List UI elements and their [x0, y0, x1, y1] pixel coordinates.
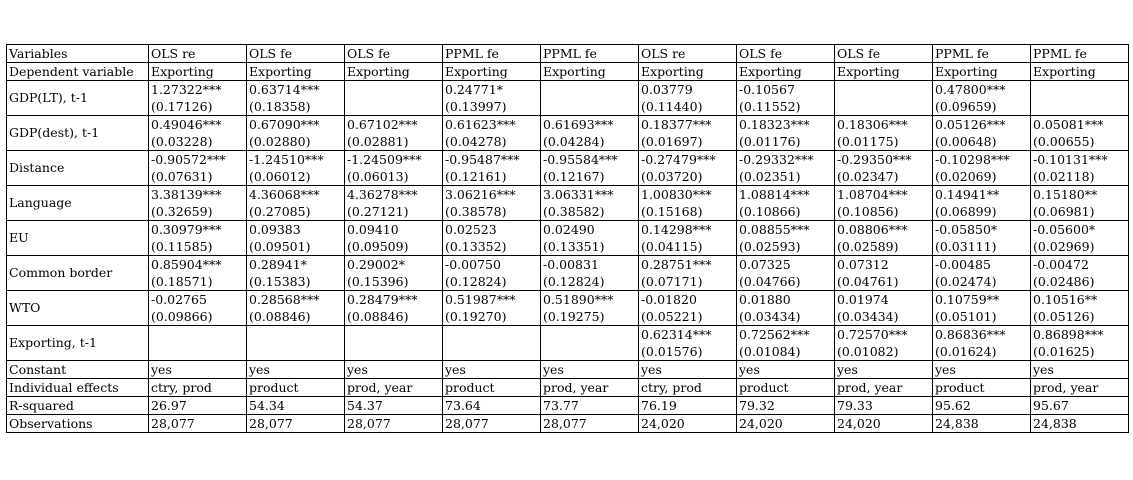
std-error-cell: (0.02118) [1031, 168, 1129, 186]
std-error-cell: (0.27121) [345, 203, 443, 221]
coefficient-cell [1031, 81, 1129, 99]
std-error-cell: (0.09509) [345, 238, 443, 256]
coefficient-cell: -0.29350*** [835, 151, 933, 169]
footer-cell: 28,077 [541, 415, 639, 433]
coefficient-cell: 0.18377*** [639, 116, 737, 134]
coefficient-cell: 0.30979*** [149, 221, 247, 239]
coefficient-cell [345, 81, 443, 99]
std-error-cell: (0.04761) [835, 273, 933, 291]
std-error-cell: (0.04115) [639, 238, 737, 256]
coefficient-cell: 0.07325 [737, 256, 835, 274]
std-error-cell: (0.01625) [1031, 343, 1129, 361]
dependent-variable-cell: Exporting [639, 63, 737, 81]
footer-cell: 24,020 [835, 415, 933, 433]
footer-cell: 28,077 [443, 415, 541, 433]
coefficient-cell: 3.06216*** [443, 186, 541, 204]
footer-cell: yes [443, 361, 541, 379]
coefficient-cell [149, 326, 247, 344]
coefficient-cell: 0.01974 [835, 291, 933, 309]
coefficient-cell: 0.14941** [933, 186, 1031, 204]
footer-cell: 95.67 [1031, 397, 1129, 415]
std-error-cell: (0.09659) [933, 98, 1031, 116]
std-error-cell: (0.01084) [737, 343, 835, 361]
std-error-cell: (0.02474) [933, 273, 1031, 291]
coefficient-row [7, 221, 1129, 239]
std-error-row [7, 238, 1129, 256]
footer-cell: 76.19 [639, 397, 737, 415]
coefficient-cell: 0.02490 [541, 221, 639, 239]
std-error-cell: (0.02069) [933, 168, 1031, 186]
std-error-cell: (0.13352) [443, 238, 541, 256]
variable-name: Distance [7, 151, 149, 186]
dependent-variable-label: Dependent variable [7, 63, 149, 81]
std-error-cell: (0.06899) [933, 203, 1031, 221]
dependent-variable-cell: Exporting [541, 63, 639, 81]
std-error-cell: (0.01624) [933, 343, 1031, 361]
coefficient-cell: -0.05600* [1031, 221, 1129, 239]
coefficient-row [7, 186, 1129, 204]
std-error-cell: (0.06013) [345, 168, 443, 186]
footer-cell: 79.33 [835, 397, 933, 415]
coefficient-cell: 0.72562*** [737, 326, 835, 344]
std-error-cell [247, 343, 345, 361]
std-error-cell: (0.10856) [835, 203, 933, 221]
coefficient-cell: 0.09383 [247, 221, 345, 239]
coefficient-cell: 1.08814*** [737, 186, 835, 204]
std-error-cell: (0.03111) [933, 238, 1031, 256]
coefficient-cell: 0.47800*** [933, 81, 1031, 99]
std-error-cell: (0.04766) [737, 273, 835, 291]
std-error-cell: (0.17126) [149, 98, 247, 116]
footer-cell: 79.32 [737, 397, 835, 415]
footer-cell: prod, year [345, 379, 443, 397]
footer-cell: product [443, 379, 541, 397]
std-error-cell: (0.01175) [835, 133, 933, 151]
coefficient-cell: 1.08704*** [835, 186, 933, 204]
dependent-variable-cell: Exporting [933, 63, 1031, 81]
dependent-variable-cell: Exporting [1031, 63, 1129, 81]
footer-label: Individual effects [7, 379, 149, 397]
coefficient-cell: 0.18323*** [737, 116, 835, 134]
coefficient-cell [835, 81, 933, 99]
coefficient-cell: 0.61693*** [541, 116, 639, 134]
footer-cell: 28,077 [149, 415, 247, 433]
footer-cell: yes [933, 361, 1031, 379]
coefficient-row [7, 291, 1129, 309]
regression-results-table [6, 44, 1129, 433]
std-error-cell [345, 343, 443, 361]
std-error-cell: (0.00655) [1031, 133, 1129, 151]
coefficient-cell: -0.90572*** [149, 151, 247, 169]
coefficient-cell: -0.10567 [737, 81, 835, 99]
coefficient-cell: 3.38139*** [149, 186, 247, 204]
std-error-cell [1031, 98, 1129, 116]
std-error-cell: (0.15396) [345, 273, 443, 291]
coefficient-cell: -0.95487*** [443, 151, 541, 169]
std-error-cell: (0.07171) [639, 273, 737, 291]
model-header: OLS fe [737, 45, 835, 63]
std-error-cell: (0.19270) [443, 308, 541, 326]
coefficient-cell: 0.86898*** [1031, 326, 1129, 344]
std-error-cell: (0.18571) [149, 273, 247, 291]
model-header: PPML fe [443, 45, 541, 63]
variable-name: GDP(LT), t-1 [7, 81, 149, 116]
std-error-cell [835, 98, 933, 116]
std-error-row [7, 308, 1129, 326]
coefficient-cell: 0.18306*** [835, 116, 933, 134]
std-error-cell: (0.03434) [737, 308, 835, 326]
footer-row [7, 415, 1129, 433]
coefficient-cell: 0.28941* [247, 256, 345, 274]
coefficient-cell: 0.03779 [639, 81, 737, 99]
coefficient-cell: 0.24771* [443, 81, 541, 99]
coefficient-cell: 0.07312 [835, 256, 933, 274]
std-error-cell: (0.15168) [639, 203, 737, 221]
footer-label: Constant [7, 361, 149, 379]
coefficient-cell: -0.02765 [149, 291, 247, 309]
std-error-cell: (0.02969) [1031, 238, 1129, 256]
std-error-cell: (0.09501) [247, 238, 345, 256]
footer-cell: yes [835, 361, 933, 379]
coefficient-cell: 4.36068*** [247, 186, 345, 204]
footer-cell: product [933, 379, 1031, 397]
std-error-cell: (0.38578) [443, 203, 541, 221]
coefficient-cell: -1.24509*** [345, 151, 443, 169]
coefficient-cell: 0.08855*** [737, 221, 835, 239]
coefficient-cell: 0.28751*** [639, 256, 737, 274]
footer-cell: 24,838 [933, 415, 1031, 433]
coefficient-cell: 0.05081*** [1031, 116, 1129, 134]
std-error-cell: (0.02881) [345, 133, 443, 151]
std-error-cell: (0.32659) [149, 203, 247, 221]
coefficient-cell: -0.00750 [443, 256, 541, 274]
coefficient-cell: 0.63714*** [247, 81, 345, 99]
variable-name: Exporting, t-1 [7, 326, 149, 361]
std-error-cell: (0.11440) [639, 98, 737, 116]
std-error-cell [345, 98, 443, 116]
std-error-cell: (0.13351) [541, 238, 639, 256]
std-error-cell: (0.03434) [835, 308, 933, 326]
std-error-cell [149, 343, 247, 361]
std-error-cell: (0.02880) [247, 133, 345, 151]
std-error-cell: (0.08846) [345, 308, 443, 326]
coefficient-cell: 0.10759** [933, 291, 1031, 309]
coefficient-cell: 0.67090*** [247, 116, 345, 134]
footer-cell: yes [149, 361, 247, 379]
coefficient-cell: 0.02523 [443, 221, 541, 239]
coefficient-cell: 4.36278*** [345, 186, 443, 204]
coefficient-cell: 0.28479*** [345, 291, 443, 309]
std-error-cell [541, 343, 639, 361]
std-error-cell: (0.01082) [835, 343, 933, 361]
std-error-row [7, 203, 1129, 221]
footer-cell: yes [247, 361, 345, 379]
std-error-row [7, 273, 1129, 291]
std-error-cell: (0.13997) [443, 98, 541, 116]
coefficient-cell: 0.14298*** [639, 221, 737, 239]
coefficient-cell: -0.95584*** [541, 151, 639, 169]
coefficient-cell: 0.51987*** [443, 291, 541, 309]
footer-cell: prod, year [835, 379, 933, 397]
model-header: PPML fe [1031, 45, 1129, 63]
dependent-variable-cell: Exporting [247, 63, 345, 81]
std-error-cell: (0.02351) [737, 168, 835, 186]
std-error-cell: (0.06012) [247, 168, 345, 186]
dependent-variable-cell: Exporting [345, 63, 443, 81]
footer-row [7, 397, 1129, 415]
footer-cell: 73.77 [541, 397, 639, 415]
std-error-cell: (0.19275) [541, 308, 639, 326]
std-error-cell: (0.02347) [835, 168, 933, 186]
coefficient-cell: -0.05850* [933, 221, 1031, 239]
dependent-variable-cell: Exporting [737, 63, 835, 81]
coefficient-cell: 3.06331*** [541, 186, 639, 204]
coefficient-cell: 0.67102*** [345, 116, 443, 134]
coefficient-cell: -0.01820 [639, 291, 737, 309]
footer-cell: yes [1031, 361, 1129, 379]
std-error-row [7, 133, 1129, 151]
coefficient-cell: -0.29332*** [737, 151, 835, 169]
model-header: OLS re [639, 45, 737, 63]
std-error-cell: (0.05101) [933, 308, 1031, 326]
coefficient-row [7, 81, 1129, 99]
std-error-cell: (0.01576) [639, 343, 737, 361]
coefficient-cell [443, 326, 541, 344]
std-error-row [7, 343, 1129, 361]
std-error-cell: (0.04284) [541, 133, 639, 151]
model-header: OLS fe [247, 45, 345, 63]
variable-name: GDP(dest), t-1 [7, 116, 149, 151]
coefficient-cell: 0.62314*** [639, 326, 737, 344]
coefficient-cell: 0.72570*** [835, 326, 933, 344]
dependent-variable-cell: Exporting [149, 63, 247, 81]
header-row [7, 45, 1129, 63]
coefficient-cell: 0.08806*** [835, 221, 933, 239]
std-error-cell: (0.02486) [1031, 273, 1129, 291]
coefficient-cell: 0.51890*** [541, 291, 639, 309]
std-error-cell: (0.07631) [149, 168, 247, 186]
coefficient-row [7, 116, 1129, 134]
std-error-cell: (0.12167) [541, 168, 639, 186]
variable-name: EU [7, 221, 149, 256]
coefficient-row [7, 326, 1129, 344]
coefficient-cell: -0.10298*** [933, 151, 1031, 169]
std-error-cell: (0.12824) [443, 273, 541, 291]
footer-label: R-squared [7, 397, 149, 415]
coefficient-cell: 0.28568*** [247, 291, 345, 309]
std-error-cell: (0.01176) [737, 133, 835, 151]
footer-cell: 24,020 [639, 415, 737, 433]
coefficient-cell: -0.00831 [541, 256, 639, 274]
footer-cell: 26.97 [149, 397, 247, 415]
coefficient-cell: -0.00472 [1031, 256, 1129, 274]
std-error-cell: (0.08846) [247, 308, 345, 326]
std-error-cell: (0.01697) [639, 133, 737, 151]
std-error-cell: (0.18358) [247, 98, 345, 116]
dependent-variable-cell: Exporting [443, 63, 541, 81]
footer-cell: 54.37 [345, 397, 443, 415]
std-error-cell: (0.06981) [1031, 203, 1129, 221]
footer-cell: yes [541, 361, 639, 379]
std-error-cell: (0.05221) [639, 308, 737, 326]
std-error-cell: (0.12161) [443, 168, 541, 186]
footer-cell: product [247, 379, 345, 397]
variables-header: Variables [7, 45, 149, 63]
footer-cell: 28,077 [345, 415, 443, 433]
std-error-cell: (0.10866) [737, 203, 835, 221]
footer-cell: 24,838 [1031, 415, 1129, 433]
coefficient-cell: -0.10131*** [1031, 151, 1129, 169]
footer-row [7, 361, 1129, 379]
coefficient-cell [541, 326, 639, 344]
variable-name: Common border [7, 256, 149, 291]
footer-cell: yes [345, 361, 443, 379]
std-error-cell: (0.11552) [737, 98, 835, 116]
coefficient-cell [541, 81, 639, 99]
std-error-cell: (0.09866) [149, 308, 247, 326]
coefficient-cell: 0.01880 [737, 291, 835, 309]
dependent-variable-row [7, 63, 1129, 81]
coefficient-cell: -1.24510*** [247, 151, 345, 169]
coefficient-cell: 1.00830*** [639, 186, 737, 204]
std-error-cell: (0.03228) [149, 133, 247, 151]
coefficient-cell: 0.10516** [1031, 291, 1129, 309]
footer-cell: prod, year [1031, 379, 1129, 397]
model-header: OLS fe [835, 45, 933, 63]
std-error-cell: (0.12824) [541, 273, 639, 291]
model-header: OLS fe [345, 45, 443, 63]
footer-cell: prod, year [541, 379, 639, 397]
std-error-cell: (0.02593) [737, 238, 835, 256]
footer-cell: ctry, prod [149, 379, 247, 397]
coefficient-cell: 0.05126*** [933, 116, 1031, 134]
std-error-cell: (0.15383) [247, 273, 345, 291]
footer-cell: yes [639, 361, 737, 379]
footer-row [7, 379, 1129, 397]
std-error-cell: (0.11585) [149, 238, 247, 256]
coefficient-cell: 0.85904*** [149, 256, 247, 274]
std-error-cell: (0.05126) [1031, 308, 1129, 326]
footer-cell: product [737, 379, 835, 397]
footer-cell: 24,020 [737, 415, 835, 433]
coefficient-cell: 0.61623*** [443, 116, 541, 134]
footer-cell: yes [737, 361, 835, 379]
variable-name: Language [7, 186, 149, 221]
coefficient-cell: 0.86836*** [933, 326, 1031, 344]
model-header: PPML fe [541, 45, 639, 63]
std-error-cell: (0.00648) [933, 133, 1031, 151]
model-header: PPML fe [933, 45, 1031, 63]
coefficient-cell: -0.27479*** [639, 151, 737, 169]
std-error-row [7, 168, 1129, 186]
coefficient-cell: 0.49046*** [149, 116, 247, 134]
std-error-cell: (0.04278) [443, 133, 541, 151]
dependent-variable-cell: Exporting [835, 63, 933, 81]
std-error-cell: (0.27085) [247, 203, 345, 221]
variable-name: WTO [7, 291, 149, 326]
coefficient-cell: 0.29002* [345, 256, 443, 274]
footer-label: Observations [7, 415, 149, 433]
coefficient-cell: -0.00485 [933, 256, 1031, 274]
footer-cell: 95.62 [933, 397, 1031, 415]
std-error-cell [443, 343, 541, 361]
footer-cell: 54.34 [247, 397, 345, 415]
coefficient-cell: 0.15180** [1031, 186, 1129, 204]
model-header: OLS re [149, 45, 247, 63]
footer-cell: 28,077 [247, 415, 345, 433]
std-error-cell: (0.02589) [835, 238, 933, 256]
coefficient-cell [345, 326, 443, 344]
std-error-row [7, 98, 1129, 116]
coefficient-row [7, 151, 1129, 169]
std-error-cell: (0.03720) [639, 168, 737, 186]
coefficient-cell: 1.27322*** [149, 81, 247, 99]
std-error-cell: (0.38582) [541, 203, 639, 221]
std-error-cell [541, 98, 639, 116]
coefficient-row [7, 256, 1129, 274]
coefficient-cell [247, 326, 345, 344]
footer-cell: 73.64 [443, 397, 541, 415]
coefficient-cell: 0.09410 [345, 221, 443, 239]
footer-cell: ctry, prod [639, 379, 737, 397]
